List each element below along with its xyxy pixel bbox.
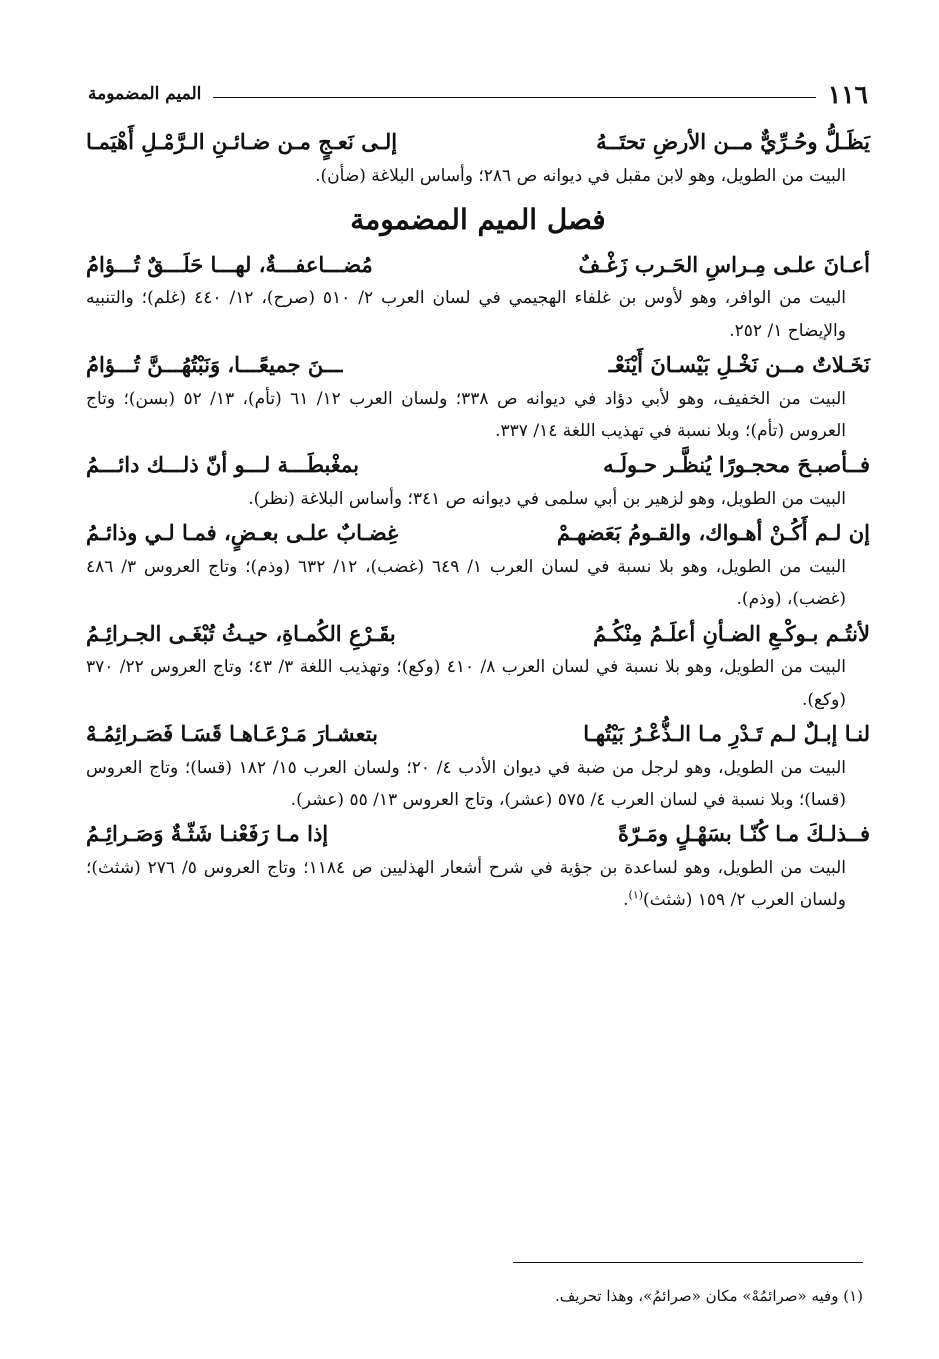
citation-end: .	[623, 890, 629, 911]
verse-second-hemistich: إذا مـا رَفَعْنـا شَثّـةٌ وَصَـرائِـمُ	[86, 821, 329, 847]
verse	[86, 124, 870, 160]
verse	[86, 347, 870, 383]
footnote-rule	[513, 1262, 863, 1263]
verse-citation: البيت من الطويل، وهو لرجل من ضبة في ديوان الأدب ٤/ ٢٠؛ ولسان العرب ١٥/ ١٨٢ (قسا)؛ وتاج العروس (قسا)؛ وبلا نسبة في لسان العرب ٤/ ٥٧٥ (عشر)، وتاج العروس ١٣/ ٥٥ (عشر).	[86, 757, 846, 810]
running-header	[88, 78, 868, 110]
verse-first-hemistich: يَظَـلُّ وحُـرِّيٌّ مــن الأرضِ تحتَــهُ	[596, 129, 870, 154]
verse-second-hemistich: بمغْبطَـــة لـــو أنّ ذلـــك دائـــمُ	[86, 452, 359, 478]
verse-first-hemistich: فــذلـكَ مـا كُنّـا بسَهْـلٍ ومَـرّةً	[618, 821, 870, 847]
verse-first-hemistich: لنـا إبـلٌ لـم تَـدْرِ مـا الـذُّعْـرُ بَيْتُهـا	[583, 720, 870, 746]
verse-citation: البيت من الوافر، وهو لأوس بن غلفاء الهجيمي في لسان العرب ٢/ ٥١٠ (صرح)، ١٢/ ٤٤٠ (غلم)؛ والتنبيه والإيضاح ١/ ٢٥٢.	[86, 288, 846, 341]
verse	[86, 447, 870, 483]
verse-second-hemistich: بقَـرْعِ الكُمـاةِ، حيـثُ تُبْغَـى الجـرائِـمُ	[86, 620, 396, 646]
verse-citation: البيت من الطويل، وهو بلا نسبة في لسان العرب ١/ ٦٤٩ (غضب)، ١٢/ ٦٣٢ (وذم)؛ وتاج العروس ٣/ ٤٨٦ (غضب)، (وذم).	[86, 557, 846, 610]
verse	[86, 515, 870, 551]
footnote: (١) وفيه «صرائمُهْ» مكان «صرائمُ»، وهذا تحريف.	[554, 1287, 863, 1305]
section-title: فصل الميم المضمومة	[350, 202, 606, 236]
verse-second-hemistich: بتعشـارَ مَـرْعَـاهـا قَسَـا فَصَـرائِمُـهْ	[86, 720, 378, 746]
verse-citation: البيت من الطويل، وهو بلا نسبة في لسان العرب ٨/ ٤١٠ (وكع)؛ وتهذيب اللغة ٣/ ٤٣؛ وتاج العروس ٢٢/ ٣٧٠ (وكع).	[86, 657, 847, 710]
verse-citation	[86, 852, 870, 917]
verse-first-hemistich: نَخَـلاتٌ مــن نَخْـلِ بَيْسـانَ أَيْنَعْـ	[608, 352, 870, 378]
verse-citation: البيت من الخفيف، وهو لأبي دؤاد في ديوانه ص ٣٣٨؛ ولسان العرب ١٢/ ٦١ (تأم)، ١٣/ ٥٢ (بسن)؛ وتاج العروس (تأم)؛ وبلا نسبة في تهذيب اللغة ١٤/ ٣٣٧.	[86, 388, 846, 442]
citation-text: البيت من الطويل، وهو لساعدة بن جؤية في شرح أشعار الهذليين ص ١١٨٤؛ وتاج العروس ٥/ ٢٧٦ (شثث)؛ ولسان العرب ٢/ ١٥٩ (شثث)	[86, 857, 847, 911]
verse	[86, 716, 870, 752]
verse	[86, 616, 870, 652]
verse-first-hemistich: إن لـم أَكُـنْ أهـواك، والقـومُ بَعَضهـمْ	[556, 520, 870, 546]
verse-citation: البيت من الطويل، وهو لابن مقبل في ديوانه ص ٢٨٦؛ وأساس البلاغة (ضأن).	[315, 165, 846, 186]
verse-second-hemistich: إلـى نَعـجٍ مـن ضـائـنِ الـرَّمْـلِ أَهْيَمـا	[86, 129, 398, 154]
verse-first-hemistich: فــأصبـحَ محجـورًا يُنظَّـر حـولَـه	[603, 452, 870, 478]
verse-citation: البيت من الطويل، وهو لزهير بن أبي سلمى في ديوانه ص ٣٤١؛ وأساس البلاغة (نظر).	[248, 489, 846, 510]
verse-first-hemistich: لأنتُـم بـوكْـعِ الضـأنِ أعلَـمُ مِنْكُـمُ	[593, 620, 870, 646]
footnote-reference[interactable]: (١)	[628, 888, 644, 902]
page-number: ١١٦	[827, 79, 868, 109]
verse	[86, 247, 870, 283]
verse	[86, 816, 870, 852]
verse-second-hemistich: مُضـــاعفـــةٌ، لهـــا حَلَـــقٌ تُـــؤامُ	[86, 251, 373, 277]
verse-second-hemistich: ـــنَ جميعًـــا، وَنَبْتُهُـــنَّ تُـــؤامُ	[86, 352, 343, 378]
header-rule	[213, 97, 815, 98]
running-title: الميم المضمومة	[88, 84, 202, 104]
verse-second-hemistich: غِضـابٌ علـى بعـضٍ، فمـا لـي وذائـمُ	[86, 520, 398, 546]
page-body	[86, 124, 870, 916]
verse-first-hemistich: أعـانَ علـى مِـراسِ الحَـرب زَغْـفٌ	[578, 251, 870, 277]
